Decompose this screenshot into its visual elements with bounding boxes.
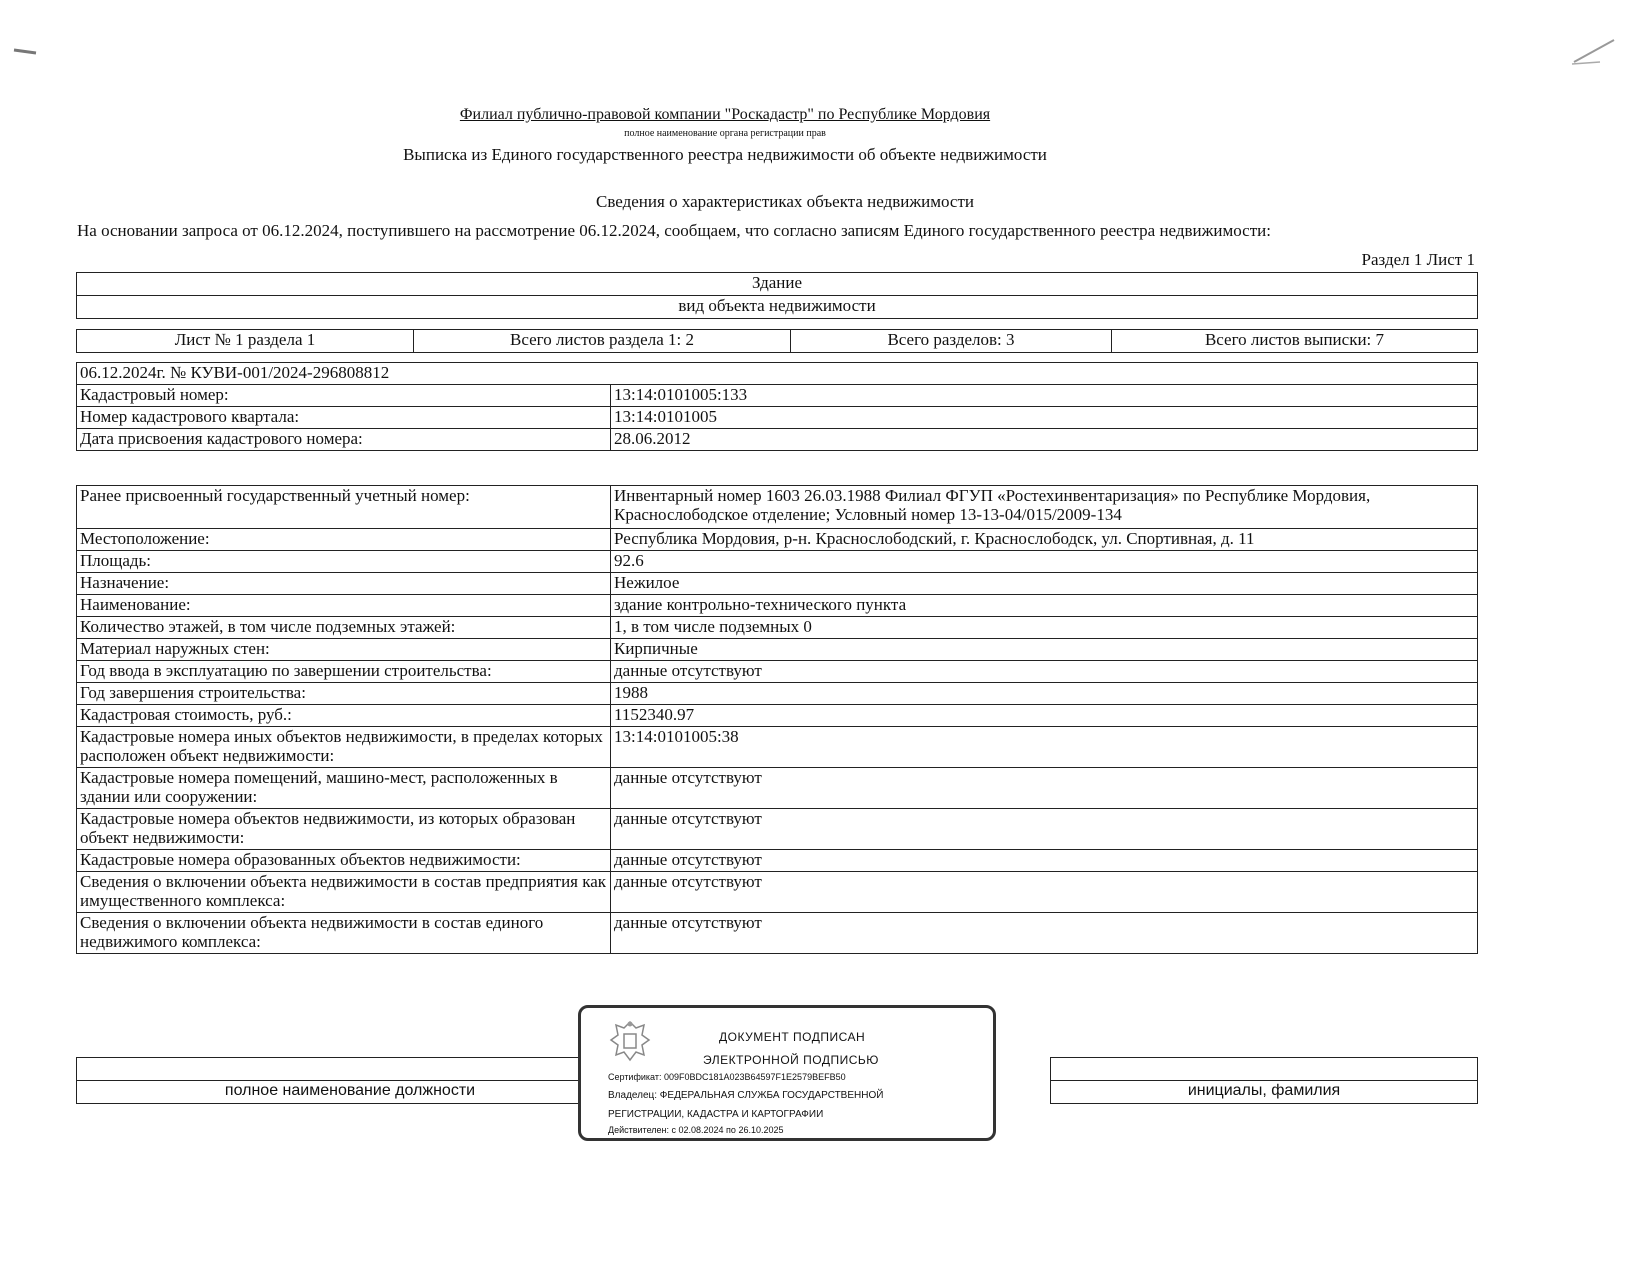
table-row [77,385,1478,407]
total-sheets: Всего листов выписки: 7 [1112,330,1478,353]
row-value: данные отсутствуют [611,768,1478,809]
stamp-certificate: Сертификат: 009F0BDC181A023B64597F1E2579BEFB50 [608,1072,846,1082]
position-field [77,1058,624,1081]
row-label: Кадастровые номера иных объектов недвижимости, в пределах которых расположен объект недвижимости: [77,727,611,768]
table-row [77,913,1478,954]
table-row [77,617,1478,639]
organization-name-text: Филиал публично-правовой компании "Роскадастр" по Республике Мордовия [459,106,991,123]
stamp-line2: ЭЛЕКТРОННОЙ ПОДПИСЬЮ [703,1053,879,1067]
row-label: Год ввода в эксплуатацию по завершении строительства: [77,661,611,683]
object-kind-caption: вид объекта недвижимости [77,296,1478,319]
row-label: Наименование: [77,595,611,617]
stamp-line1: ДОКУМЕНТ ПОДПИСАН [719,1030,866,1044]
row-value: 13:14:0101005:38 [611,727,1478,768]
row-label: Сведения о включении объекта недвижимости в состав предприятия как имущественного комплекса: [77,872,611,913]
name-field [1051,1058,1478,1081]
row-value: 13:14:0101005:133 [611,385,1478,407]
table-row [77,872,1478,913]
table-row [77,551,1478,573]
table-row [77,768,1478,809]
sheet-number: Лист № 1 раздела 1 [77,330,414,353]
row-label: Год завершения строительства: [77,683,611,705]
row-label: Номер кадастрового квартала: [77,407,611,429]
row-label: Местоположение: [77,529,611,551]
table-row [77,661,1478,683]
row-value: Инвентарный номер 1603 26.03.1988 Филиал ФГУП «Ростехинвентаризация» по Республике Мордовия, Краснослободское отделение; Условный номер 13-13-04/015/2009-134 [611,486,1478,529]
row-value: 1, в том числе подземных 0 [611,617,1478,639]
stamp-owner-line2: РЕГИСТРАЦИИ, КАДАСТРА И КАРТОГРАФИИ [608,1109,824,1120]
row-value: данные отсутствуют [611,809,1478,850]
row-label: Дата присвоения кадастрового номера: [77,429,611,451]
row-label: Кадастровый номер: [77,385,611,407]
row-value: данные отсутствуют [611,661,1478,683]
table-row [77,573,1478,595]
row-value: данные отсутствуют [611,850,1478,872]
row-value: 1152340.97 [611,705,1478,727]
row-value: 13:14:0101005 [611,407,1478,429]
registration-table [76,362,1478,451]
info-title: Сведения о характеристиках объекта недвижимости [596,192,974,211]
table-row [77,429,1478,451]
row-value: 92.6 [611,551,1478,573]
table-row [77,850,1478,872]
table-row [77,486,1478,529]
row-value: Нежилое [611,573,1478,595]
organization-name [0,106,1450,124]
scan-mark-icon [12,46,42,58]
table-row [77,809,1478,850]
section-label: Раздел 1 Лист 1 [1361,250,1475,269]
row-label: Ранее присвоенный государственный учетный номер: [77,486,611,529]
row-label: Кадастровые номера объектов недвижимости, из которых образован объект недвижимости: [77,809,611,850]
position-caption: полное наименование должности [77,1081,624,1104]
organization-caption: полное наименование органа регистрации прав [624,128,826,139]
table-row [77,529,1478,551]
table-row [77,639,1478,661]
object-kind-value: Здание [77,273,1478,296]
document-title: Выписка из Единого государственного реестра недвижимости об объекте недвижимости [403,145,1047,164]
row-value: здание контрольно-технического пункта [611,595,1478,617]
table-row [77,683,1478,705]
row-value: 1988 [611,683,1478,705]
row-label: Количество этажей, в том числе подземных этажей: [77,617,611,639]
row-value: данные отсутствуют [611,872,1478,913]
scan-mark-icon [1570,36,1620,66]
row-label: Сведения о включении объекта недвижимости в состав единого недвижимого комплекса: [77,913,611,954]
row-value: данные отсутствуют [611,913,1478,954]
row-value: 28.06.2012 [611,429,1478,451]
row-label: Площадь: [77,551,611,573]
stamp-owner-line1: Владелец: ФЕДЕРАЛЬНАЯ СЛУЖБА ГОСУДАРСТВЕННОЙ [608,1090,884,1101]
row-label: Кадастровые номера помещений, машино-мест, расположенных в здании или сооружении: [77,768,611,809]
row-label: Назначение: [77,573,611,595]
sheets-table [76,329,1478,353]
object-kind-table [76,272,1478,319]
row-label: Кадастровые номера образованных объектов недвижимости: [77,850,611,872]
electronic-signature-stamp [578,1005,996,1141]
table-row [77,407,1478,429]
total-sections: Всего разделов: 3 [791,330,1112,353]
details-table [76,485,1478,954]
emblem-icon [605,1016,655,1066]
name-caption: инициалы, фамилия [1051,1081,1478,1104]
stamp-validity: Действителен: с 02.08.2024 по 26.10.2025 [608,1125,784,1135]
row-label: Кадастровая стоимость, руб.: [77,705,611,727]
row-label: Материал наружных стен: [77,639,611,661]
row-value: Республика Мордовия, р-н. Краснослободский, г. Краснослободск, ул. Спортивная, д. 11 [611,529,1478,551]
table-row [77,595,1478,617]
registration-reference: 06.12.2024г. № КУВИ-001/2024-296808812 [77,363,1478,385]
table-row [77,727,1478,768]
row-value: Кирпичные [611,639,1478,661]
sheets-in-section: Всего листов раздела 1: 2 [414,330,791,353]
basis-text: На основании запроса от 06.12.2024, поступившего на рассмотрение 06.12.2024, сообщаем, что согласно записям Единого государственного реестра недвижимости: [77,221,1271,240]
table-row [77,705,1478,727]
